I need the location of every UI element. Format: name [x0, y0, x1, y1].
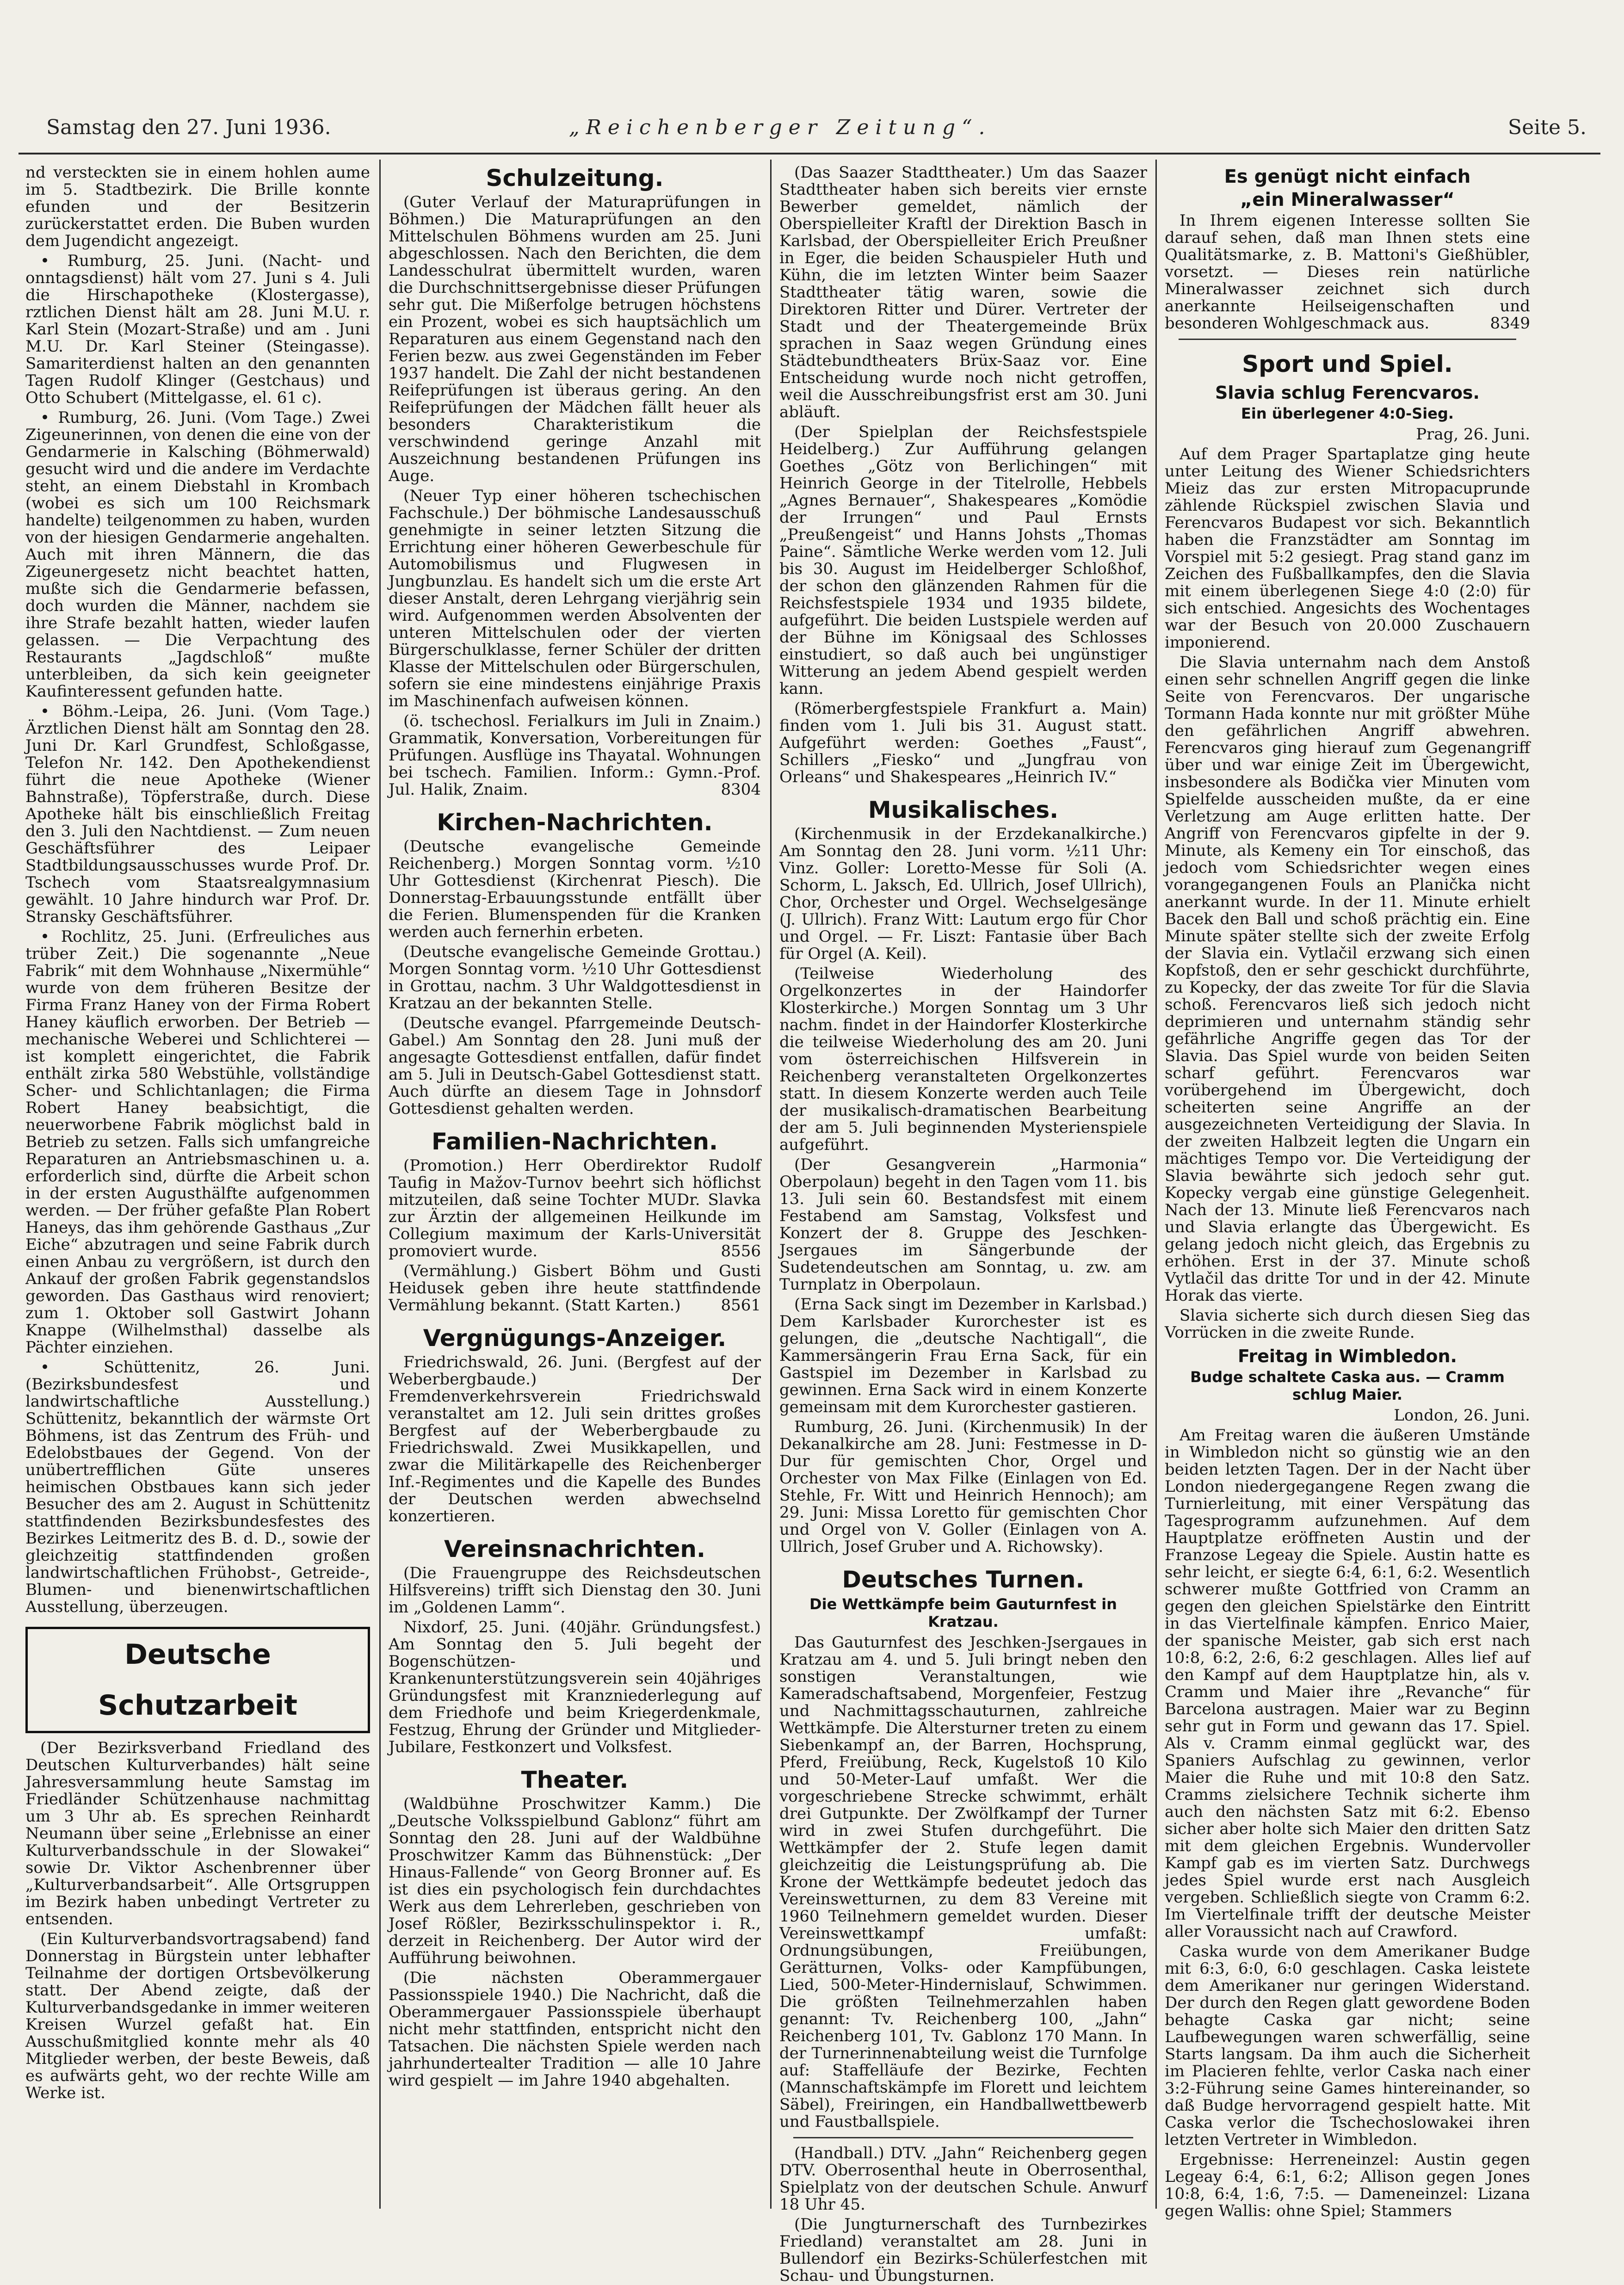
- dateline: London, 26. Juni.: [1394, 1406, 1530, 1425]
- article-text: • Schüttenitz, 26. Juni. (Bezirksbundesfest und landwirtschaftliche Ausstellung.) Schüttenitz, bekanntlich der wärmste Ort Böhmens, ist das Zentrum des Früh- und Edelobstbaues der Gegend. Von der unübertrefflichen Güte unseres heimischen Obstbaues kann sich jeder Besucher des am 2. August in Schüttenitz stattfindenden Bezirksbundesfestes des Bezirkes Leitmeritz des B. d. D., sowie der gleichzeitig stattfindenden großen landwirtschaftlichen Frühobst-, Getreide-, Blumen- und bienenwirtschaftlichen Ausstellung, überzeugen.: [25, 1358, 370, 1616]
- article-text: (Kirchenmusik in der Erzdekanalkirche.) Am Sonntag den 28. Juni vorm. ½11 Uhr: Vinz. Goller: Loretto-Messe für Soli (A. Schorm, L. Jaksch, Ed. Ullrich, Josef Ullrich), Chor, Orchester und Orgel. Wechselgesänge (J. Ullrich). Franz Witt: Lautum ergo für Chor und Orgel. — Fr. Liszt: Fantasie über Bach für Orgel (A. Keil).: [779, 825, 1147, 963]
- article-text: (Ein Kulturverbandsvortragsabend) fand Donnerstag in Bürgstein unter lebhafter Teilnahme der dortigen Ortsbevölkerung statt. Der Abend zeigte, daß der Kulturverbandsgedanke in immer weiteren Kreisen Wurzel gefaßt hat. Ein Ausschußmitglied konnte mehr als 40 Mitglieder werben, der beste Beweis, daß es aufwärts geht, wo der rechte Wille am Werke ist.: [25, 1930, 370, 2102]
- article-text: (Handball.) DTV. „Jahn“ Reichenberg gegen DTV. Oberrosenthal heute in Oberrosenthal, Spielplatz von der deutschen Schule. Anwurf 18 Uhr 45.: [779, 2144, 1147, 2214]
- column-2: [389, 164, 761, 2209]
- article-text: Nixdorf, 25. Juni. (40jähr. Gründungsfest.) Am Sonntag den 5. Juli begeht der Bogenschützen- und Krankenunterstützungsverein sein 40jähriges Gründungsfest mit Kranzniederlegung auf dem Friedhofe und beim Kriegerdenkmale, Festzug, Ehrung der Gründer und Mitglieder-Jubilare, Festkonzert und Volksfest.: [389, 1618, 761, 1756]
- article-subheading: Budge schaltete Caska aus. — Cramm schlug Maier.: [1190, 1368, 1505, 1403]
- article-text: (Teilweise Wiederholung des Orgelkonzertes in der Haindorfer Klosterkirche.) Morgen Sonntag um 3 Uhr nachm. findet in der Haindorfer Klosterkirche die teilweise Wiederholung des am 20. Juni vom österreichischen Hilfsverein in Reichenberg veranstalteten Orgelkonzertes statt. In diesem Konzerte werden auch Teile der musikalisch-dramatischen Bearbeitung der am 5. Juli beginnenden Mysterienspiele aufgeführt.: [779, 964, 1147, 1154]
- article-text: • Rochlitz, 25. Juni. (Erfreuliches aus trüber Zeit.) Die sogenannte „Neue Fabrik“ mit dem Wohnhause „Nixermühle“ wurde von dem früheren Besitze der Firma Franz Haney von der Firma Robert Haney käuflich erworben. Der Betrieb — mechanische Weberei und Schlichterei — ist komplett eingerichtet, die Fabrik enthält zirka 580 Webstühle, vollständige Scher- und Schlichtanlagen; die Firma Robert Haney beabsichtigt, die neuerworbene Fabrik möglichst bald in Betrieb zu setzen. Falls sich umfangreiche Reparaturen an Antriebsmaschinen u. a. erforderlich sind, dürfte die Arbeit schon in der ersten Augusthälfte aufgenommen werden. — Der früher gefaßte Plan Robert Haneys, das ihm gehörende Gasthaus „Zur Eiche“ abzutragen und seine Fabrik durch einen Anbau zu vergrößern, ist durch den Ankauf der großen Fabrik gegenstandslos geworden. Das Gasthaus wird renoviert; zum 1. Oktober soll Gastwirt Johann Knappe (Wilhelmsthal) dasselbe als Pächter einziehen.: [25, 927, 370, 1357]
- article-text: (Deutsche evangelische Gemeinde Grottau.) Morgen Sonntag vorm. ½10 Uhr Gottesdienst in Grottau, nachm. 3 Uhr Waldgottesdienst in Kratzau an der bekannten Stelle.: [389, 943, 761, 1013]
- section-heading: Vereinsnachrichten.: [444, 1536, 705, 1562]
- dateline: Prag, 26. Juni.: [1416, 425, 1530, 444]
- notice-text: (ö. tschechosl. Ferialkurs im Juli in Znaim.) Grammatik, Konversation, Vorbereitungen für Prüfungen. Ausflüge ins Thayatal. Wohnungen bei tschech. Familien. Inform.: Gymn.-Prof. Jul. Halik, Znaim.: [389, 712, 761, 799]
- section-heading: Deutsches Turnen.: [842, 1566, 1085, 1593]
- article-text: (Neuer Typ einer höheren tschechischen Fachschule.) Der böhmische Landesausschuß genehmigte in seiner letzten Sitzung die Errichtung einer höheren Gewerbeschule für Automobilismus und Flugwesen in Jungbunzlau. Es handelt sich um die erste Art dieser Anstalt, deren Lehrgang vierjährig sein wird. Aufgenommen werden Absolventen der unteren Mittelschulen oder der vierten Bürgerschulklasse, ferner Schüler der dritten Klasse der Mittelschulen oder Bürgerschulen, sofern sie eine mindestens einjährige Praxis im Maschinenfach aufweisen können.: [389, 487, 761, 710]
- newspaper-title: „Reichenberger Zeitung“.: [569, 116, 992, 139]
- advertisement-heading: „ein Mineralwasser“: [1240, 189, 1455, 210]
- article-text: nd versteckten sie in einem hohlen aume im 5. Stadtbezirk. Die Brille konnte efunden und der Besitzerin zurückerstattet erden. Die Buben wurden dem Jugendicht angezeigt.: [25, 163, 370, 250]
- article-text: Caska wurde von dem Amerikaner Budge mit 6:3, 6:0, 6:0 geschlagen. Caska leistete dem Amerikaner nur geringen Widerstand. Der durch den Regen glatt gewordene Boden behagte Caska gar nicht; seine Laufbewegungen waren schwerfällig, seine Starts langsam. Da ihm auch die Sicherheit im Placieren fehlte, verlor Caska nach einer 3:2-Führung seine Games hintereinander, so daß Budge hervorragend gespielt hatte. Mit Caska verlor die Tschechoslowakei ihren letzten Vertreter in Wimbledon.: [1165, 1942, 1530, 2149]
- article-text: • Rumburg, 26. Juni. (Vom Tage.) Zwei Zigeunerinnen, von denen die eine von der Gendarmerie in Kalsching (Böhmerwald) gesucht wird und die andere im Verdachte steht, an einem Diebstahl in Krombach (wobei es sich um 100 Reichsmark handelte) teilgenommen zu haben, wurden von der hiesigen Gendarmerie angehalten. Auch mit ihren Männern, die das Zigeunergesetz nicht beachtet hatten, mußte sich die Gendarmerie befassen, doch wurden die Männer, nachdem sie ihre Strafe bezahlt hatten, wieder laufen gelassen. — Die Verpachtung des Restaurants „Jagdschloß“ mußte unterbleiben, da sich kein geeigneter Kaufinteressent gefunden hatte.: [25, 408, 370, 701]
- section-heading: Vergnügungs-Anzeiger.: [423, 1325, 727, 1352]
- article-text: Das Gauturnfest des Jeschken-Jsergaues in Kratzau am 4. und 5. Juli bringt neben den sonstigen Veranstaltungen, wie Kameradschaftsabend, Morgenfeier, Festzug und Nachmittagsschauturnen, zahlreiche Wettkämpfe. Die Altersturner treten zu einem Siebenkampf an, der Barren, Hochsprung, Pferd, Freiübung, Reck, Kugelstoß 10 Kilo und 50-Meter-Lauf umfaßt. Wer die vorgeschriebene Strecke schwimmt, erhält drei Gutpunkte. Der Zwölfkampf der Turner wird in zwei Stufen durchgeführt. Die Wettkämpfer der 2. Stufe legen damit gleichzeitig die Leistungsprüfung ab. Die Krone der Wettkämpfe bedeutet jedoch das Vereinswetturnen, zu dem 83 Vereine mit 1960 Teilnehmern gemeldet wurden. Dieser Vereinswettkampf umfaßt: Ordnungsübungen, Freiübungen, Gerätturnen, Volks- oder Kampfübungen, Lied, 500-Meter-Hindernislauf, Schwimmen. Die größten Teilnehmerzahlen haben genannt: Tv. Reichenberg 100, „Jahn“ Reichenberg 101, Tv. Gablonz 170 Mann. In der Turnerinnenabteilung weist die Turnfolge auf: Staffelläufe der Bezirke, Fechten (Mannschaftskämpfe im Florett und leichtem Säbel), Freiringen, ein Handballwettbewerb und Faustballspiele.: [779, 1633, 1147, 2131]
- advertisement-body: In Ihrem eigenen Interesse sollten Sie darauf sehen, daß man Ihnen stets eine Qualitätsmarke, z. B. Mattoni's Gießhübler, vorsetzt. — Dieses rein natürliche Mineralwasser zeichnet sich durch anerkannte Heilseigenschaften und besonderen Wohlgeschmack aus.: [1165, 211, 1530, 333]
- article-text: (Römerbergfestspiele Frankfurt a. Main) finden vom 1. Juli bis 31. August statt. Aufgeführt werden: Goethes „Faust“, Schillers „Fiesko“ und „Jungfrau von Orleans“ und Shakespeares „Heinrich IV.“: [779, 699, 1147, 786]
- article-text: • Böhm.-Leipa, 26. Juni. (Vom Tage.) Ärztlichen Dienst hält am Sonntag den 28. Juni Dr. Karl Grundfest, Schloßgasse, Telefon Nr. 142. Den Apothekendienst führt die neue Apotheke (Wiener Bahnstraße), Töpferstraße, durch. Diese Apotheke hält bis einschließlich Freitag den 3. Juli den Nachtdienst. — Zum neuen Geschäftsführer des Leipaer Stadtbildungsausschusses wurde Prof. Dr. Tschech vom Staatsrealgymnasium gewählt. 10 Jahre hindurch war Prof. Dr. Stransky Geschäftsführer.: [25, 702, 370, 926]
- header-rule: [19, 153, 1600, 154]
- article-text: Am Freitag waren die äußeren Umstände in Wimbledon nicht so günstig wie an den beiden letzten Tagen. Der in der Nacht über London niedergegangene Regen zwang die Turnierleitung, mit einer Verspätung das Tagesprogramm aufzunehmen. Auf dem Hauptplatze eröffneten Austin und der Franzose Legeay die Spiele. Austin hatte es sehr leicht, er siegte 6:4, 6:1, 6:2. Wesentlich schwerer mußte Gottfried von Cramm an gegen den gleichen Spielstärke den Eintritt in das Viertelfinale kämpfen. Enrico Maier, der spanische Meister, gab sich erst nach 10:8, 6:2, 2:6, 6:2 geschlagen. Alles lief auf den Kampf auf dem Hauptplatze hin, als v. Cramm und Maier ihre „Revanche“ für Barcelona austragen. Maier war zu Beginn sehr gut in Form und gewann das 17. Spiel. Als v. Cramm einmal geglückt war, des Spaniers Aufschlag zu gewinnen, verlor Maier die Ruhe und mit 10:8 den Satz. Cramms zielsichere Technik sicherte ihm auch den nächsten Satz mit 6:2. Ebenso sicher aber holte sich Maier den dritten Satz mit dem gleichen Ergebnis. Wundervoller Kampf gab es im vierten Satz. Durchwegs jedes Spiel wurde erst nach Ausgleich vergeben. Schließlich siegte von Cramm 6:2. Im Viertelfinale trifft der deutsche Meister aller Voraussicht nach auf Crawford.: [1165, 1426, 1530, 1941]
- article-text: (Erna Sack singt im Dezember in Karlsbad.) Dem Karlsbader Kurorchester ist es gelungen, die „deutsche Nachtigall“, die Kammersängerin Frau Erna Sack, für ein Gastspiel im Dezember in Karlsbad zu gewinnen. Erna Sack wird in einem Konzerte gemeinsam mit dem Kurorchester gastieren.: [779, 1295, 1147, 1416]
- notice-text: (Vermählung.) Gisbert Böhm und Gusti Heidusek geben ihre heute stattfindende Vermählung bekannt. (Statt Karten.): [389, 1262, 761, 1315]
- column-rule-3: [1155, 160, 1157, 2209]
- divider: [1179, 339, 1516, 340]
- article-heading: Freitag in Wimbledon.: [1238, 1346, 1457, 1366]
- article-text: (Die nächsten Oberammergauer Passionsspiele 1940.) Die Nachricht, daß die Oberammergauer Passionsspiele überhaupt nicht mehr stattfinden, entspricht nicht den Tatsachen. Die nächsten Spiele werden nach jahrhundertealter Tradition — alle 10 Jahre wird gespielt — im Jahre 1940 abgehalten.: [389, 1969, 761, 2090]
- section-heading: Schulzeitung.: [486, 165, 664, 191]
- advertisement-text: [1165, 212, 1530, 332]
- article-text: [389, 1157, 761, 1260]
- notice-number: 8561: [721, 1296, 761, 1315]
- column-1: [25, 164, 370, 2209]
- section-heading: Familien-Nachrichten.: [432, 1128, 718, 1155]
- article-text: (Waldbühne Proschwitzer Kamm.) Die „Deutsche Volksspielbund Gablonz“ führt am Sonntag den 28. Juni auf der Waldbühne Proschwitzer Kamm das Bühnenstück: „Der Hinaus-Fallende“ von Georg Bronner auf. Es ist dies ein psychologisch fein durchdachtes Werk aus dem Lehrerleben, geschrieben von Josef Rößler, Bezirksschulinspektor i. R., derzeit in Reichenberg. Der Autor wird der Aufführung beiwohnen.: [389, 1795, 761, 1967]
- article-text: (Guter Verlauf der Maturaprüfungen in Böhmen.) Die Maturaprüfungen an den Mittelschulen Böhmens wurden am 25. Juni abgeschlossen. Nach den Berichten, die dem Landesschulrat übermittelt wurden, waren die Durchschnittsergebnisse dieser Prüfungen sehr gut. Die Mißerfolge betrugen höchstens ein Prozent, wobei es sich hauptsächlich um Reparaturen aus einem Gegenstand nach den Ferien bezw. aus zwei Gegenständen im Feber 1937 handelt. Die Zahl der nicht bestandenen Reifeprüfungen ist überaus gering. An den Reifeprüfungen der Mädchen fällt heuer als besonders Charakteristikum die verschwindend geringe Anzahl mit Auszeichnung bestandenen Prüfungen ins Auge.: [389, 193, 761, 485]
- section-heading: Sport und Spiel.: [1242, 351, 1453, 377]
- page-number: Seite 5.: [1508, 116, 1587, 139]
- article-text: [389, 1263, 761, 1314]
- article-text: Friedrichswald, 26. Juni. (Bergfest auf der Weberbergbaude.) Der Fremdenverkehrsverein Friedrichswald veranstaltet am 12. Juli sein drittes großes Bergfest auf der Weberbergbaude zu Friedrichswald. Zwei Musikkapellen, und zwar die Militärkapelle des Reichenberger Inf.-Regimentes und die Kapelle des Bundes der Deutschen werden abwechselnd konzertieren.: [389, 1353, 761, 1525]
- notice-text: (Promotion.) Herr Oberdirektor Rudolf Taufig in Mažov-Turnov beehrt sich höflichst mitzuteilen, daß seine Tochter MUDr. Slavka zur Ärztin der allgemeinen Heilkunde im Collegium maximum der Karls-Universität promoviert wurde.: [389, 1156, 761, 1260]
- column-rule-2: [770, 160, 772, 2209]
- section-box-heading: Deutsche Schutzarbeit: [25, 1627, 370, 1733]
- masthead: [28, 116, 1600, 148]
- article-text: (Das Saazer Stadttheater.) Um das Saazer Stadttheater haben sich bereits vier ernste Bewerber gemeldet, nämlich der Oberspielleiter Kraftl der Direktion Basch in Karlsbad, der Oberspielleiter Erich Preußner in Eger, die beiden Schauspieler Huth und Kühn, die im letzten Winter beim Saazer Stadttheater tätig waren, sowie die Direktoren Ritter und Dürer. Vertreter der Stadt und der Theatergemeinde Brüx sprachen in Saaz wegen Gründung eines Städtebundtheaters Brüx-Saaz vor. Eine Entscheidung wurde noch nicht getroffen, weil die Ausschreibungsfrist erst am 30. Juni abläuft.: [779, 163, 1147, 421]
- section-heading: Musikalisches.: [868, 797, 1059, 823]
- article-text: Rumburg, 26. Juni. (Kirchenmusik) In der Dekanalkirche am 28. Juni: Festmesse in D-Dur für gemischten Chor, Orgel und Orchester von Max Filke (Einlagen von Ed. Stehle, Fr. Witt und Heinrich Hennoch); am 29. Juni: Missa Loretto für gemischten Chor und Orgel von V. Goller (Einlagen von A. Ullrich, Josef Gruber und A. Richowsky).: [779, 1418, 1147, 1556]
- article-text: • Rumburg, 25. Juni. (Nacht- und onntagsdienst) hält vom 27. Juni s 4. Juli die Hirschapotheke (Klostergasse), rztlichen Dienst hält am 28. Juni M.U. r. Karl Stein (Mozart-Straße) und am . Juni M.U. Dr. Karl Steiner (Steingasse). Samariterdienst halten an den genannten Tagen Rudolf Klinger (Gestchaus) und Otto Schubert (Mittelgasse, el. 61 c).: [25, 252, 370, 407]
- notice-number: 8556: [721, 1242, 761, 1260]
- article-text: Slavia sicherte sich durch diesen Sieg das Vorrücken in die zweite Runde.: [1165, 1306, 1530, 1342]
- article-text: (Deutsche evangel. Pfarrgemeinde Deutsch-Gabel.) Am Sonntag den 28. Juni muß der angesagte Gottesdienst entfallen, dafür findet am 5. Juli in Deutsch-Gabel Gottesdienst statt. Auch dürfte an diesem Tage in Johnsdorf Gottesdienst gehalten werden.: [389, 1014, 761, 1118]
- section-heading: Theater.: [521, 1766, 629, 1793]
- article-text: (Die Jungturnerschaft des Turnbezirkes Friedland) veranstaltet am 28. Juni in Bullendorf ein Bezirks-Schülerfestchen mit Schau- und Übungsturnen.: [779, 2215, 1147, 2285]
- section-heading: Kirchen-Nachrichten.: [437, 809, 713, 836]
- notice-number: 8304: [721, 780, 761, 799]
- article-text: Die Slavia unternahm nach dem Anstoß einen sehr schnellen Angriff gegen die linke Seite von Ferencvaros. Der ungarische Tormann Hada konnte nur mit größter Mühe den gefährlichen Angriff abwehren. Ferencvaros ging hierauf zum Gegenangriff über und war einige Zeit im Übergewicht, insbesondere als Bodička vier Minuten vom Spielfelde ausscheiden mußte, da er eine Verletzung am Auge erlitten hatte. Der Angriff von Ferencvaros gipfelte in der 9. Minute, als Kemeny ein Tor einschoß, das jedoch vom Schiedsrichter wegen eines vorangegangenen Fouls an Planička nicht anerkannt wurde. In der 11. Minute erhielt Bacek den Ball und schoß prächtig ein. Eine Minute später stellte sich der zweite Erfolg der Slavia ein. Vytlačil erzwang sich einen Kopfstoß, den er sehr geschickt durchführte, zu Kopecky, der das zweite Tor für die Slavia schoß. Ferencvaros ließ sich jedoch nicht deprimieren und unternahm ständig sehr gefährliche Angriffe gegen das Tor der Slavia. Das Spiel wurde von beiden Seiten scharf geführt. Ferencvaros war vorübergehend im Übergewicht, doch scheiterten seine Angriffe an der ausgezeichneten Verteidigung der Slavia. In der zweiten Halbzeit legten die Ungarn ein mächtiges Tempo vor. Die Verteidigung der Slavia bewährte sich jedoch sehr gut. Kopecky vergab eine günstige Gelegenheit. Nach der 13. Minute ließ Ferencvaros nach und Slavia erlangte das Übergewicht. Es gelang jedoch nicht gleich, das Ergebnis zu erhöhen. Erst in der 37. Minute schoß Vytlačil das dritte Tor und in der 42. Minute Horak das vierte.: [1165, 653, 1530, 1305]
- article-subheading: Die Wettkämpfe beim Gauturnfest in Kratzau.: [809, 1595, 1117, 1630]
- article-text: (Der Bezirksverband Friedland des Deutschen Kulturverbandes) hält seine Jahresversammlung heute Samstag im Friedländer Schützenhause nachmittag um 3 Uhr ab. Es sprechen Reinhardt Neumann über seine „Erlebnisse an einer Kulturverbandsschule in der Slowakei“ sowie Dr. Viktor Aschenbrenner über „Kulturverbandsarbeit“. Alle Ortsgruppen im Bezirk haben unbedingt Vertreter zu entsenden.: [25, 1739, 370, 1928]
- article-text: (Deutsche evangelische Gemeinde Reichenberg.) Morgen Sonntag vorm. ½10 Uhr Gottesdienst (Kirchenrat Piesch). Die Donnerstag-Erbauungsstunde entfällt über die Ferien. Blumenspenden für die Kranken werden auch fernerhin erbeten.: [389, 837, 761, 941]
- article-heading: Slavia schlug Ferencvaros.: [1215, 383, 1480, 403]
- column-3: [779, 163, 1147, 2285]
- issue-date: Samstag den 27. Juni 1936.: [46, 116, 331, 139]
- article-text: Ergebnisse: Herreneinzel: Austin gegen Legeay 6:4, 6:1, 6:2; Allison gegen Jones 10:8, 6:4, 1:6, 7:5. — Dameneinzel: Lizana gegen Wallis: ohne Spiel; Stammers: [1165, 2150, 1530, 2220]
- article-text: (Die Frauengruppe des Reichsdeutschen Hilfsvereins) trifft sich Dienstag den 30. Juni im „Goldenen Lamm“.: [389, 1564, 761, 1617]
- article-text: [389, 713, 761, 798]
- article-text: (Der Spielplan der Reichsfestspiele Heidelberg.) Zur Aufführung gelangen Goethes „Götz von Berlichingen“ mit Heinrich George in der Titelrolle, Hebbels „Agnes Bernauer“, Shakespeares „Komödie der Irrungen“ und Paul Ernsts „Preußengeist“ und Hanns Johsts „Thomas Paine“. Sämtliche Werke werden vom 12. Juli bis 30. August im Heidelberger Schloßhof, der schon den glänzenden Rahmen für die Reichsfestspiele 1934 und 1935 bildete, aufgeführt. Die beiden Lustspiele werden auf der Bühne im Königsaal des Schlosses einstudiert, so daß auch bei ungünstiger Witterung an jedem Abend gespielt werden kann.: [779, 423, 1147, 698]
- article-text: Auf dem Prager Spartaplatze ging heute unter Leitung des Wiener Schiedsrichters Mieiz das zur ersten Mitropacuprunde zählende Rückspiel zwischen Slavia und Ferencvaros Budapest vor sich. Bekanntlich haben die Franzstädter am Sonntag im Vorspiel mit 5:2 gesiegt. Prag stand ganz im Zeichen des Fußballkampfes, den die Slavia mit einem überlegenen Siege 4:0 (2:0) für sich entschied. Angesichts des Wochentages war der Besuch von 20.000 Zuschauern imponierend.: [1165, 445, 1530, 652]
- column-rule-1: [379, 160, 381, 2209]
- article-text: (Der Gesangverein „Harmonia“ Oberpolaun) begeht in den Tagen vom 11. bis 13. Juli sein 60. Bestandsfest mit einem Festabend am Samstag, Volksfest und Konzert der 8. Gruppe des Jeschken-Jsergaues im Sängerbunde der Sudetendeutschen am Sonntag, u. zw. am Turnplatz in Oberpolaun.: [779, 1155, 1147, 1294]
- column-4: [1165, 164, 1530, 2220]
- advertisement-heading: Es genügt nicht einfach: [1224, 166, 1471, 187]
- article-subheading: Ein überlegener 4:0-Sieg.: [1241, 405, 1454, 422]
- divider: [793, 2137, 1133, 2138]
- notice-number: 8349: [1490, 314, 1530, 333]
